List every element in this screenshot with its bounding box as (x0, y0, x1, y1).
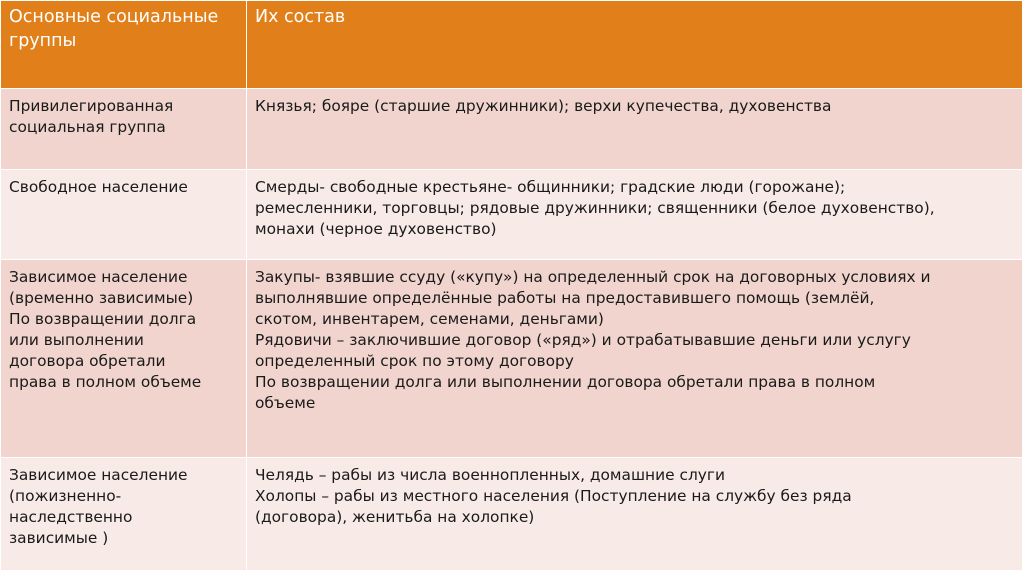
group-line: или выполнении (9, 331, 144, 349)
composition-line: Холопы – рабы из местного населения (Поступление на службу без ряда (255, 487, 852, 505)
group-cell (1, 458, 247, 571)
group-line: (временно зависимые) (9, 289, 194, 307)
header-composition: Их состав (247, 1, 1023, 89)
group-line: (пожизненно- (9, 487, 122, 505)
group-line: Привилегированная (9, 97, 174, 115)
table-row (1, 89, 1023, 170)
composition-line: Закупы- взявшие ссуду («купу») на определенный срок на договорных условиях и (255, 268, 931, 286)
composition-line: ремесленники, торговцы; рядовые дружинники; священники (белое духовенство), (255, 199, 935, 217)
group-line: Зависимое население (9, 268, 188, 286)
composition-cell (247, 260, 1023, 458)
composition-line: определенный срок по этому договору (255, 352, 574, 370)
group-line: права в полном объеме (9, 373, 202, 391)
composition-cell (247, 89, 1023, 170)
composition-line: Смерды- свободные крестьяне- общинники; градские люди (горожане); (255, 178, 846, 196)
group-cell (1, 260, 247, 458)
composition-line: объеме (255, 394, 316, 412)
table-row (1, 170, 1023, 260)
group-line: По возвращении долга (9, 310, 197, 328)
header-groups: Основные социальные группы (1, 1, 247, 89)
group-cell (1, 89, 247, 170)
composition-line: выполнявшие определённые работы на предоставившего помощь (землёй, (255, 289, 875, 307)
composition-line: По возвращении долга или выполнении договора обретали права в полном (255, 373, 876, 391)
composition-line: Рядовичи – заключившие договор («ряд») и отрабатывавшие деньги или услугу (255, 331, 911, 349)
group-cell (1, 170, 247, 260)
table-header-row (1, 1, 1023, 89)
group-line: наследственно (9, 508, 133, 526)
table-row (1, 260, 1023, 458)
composition-line: скотом, инвентарем, семенами, деньгами) (255, 310, 604, 328)
composition-cell (247, 170, 1023, 260)
composition-cell (247, 458, 1023, 571)
group-line: Свободное население (9, 178, 188, 196)
group-line: зависимые ) (9, 529, 109, 547)
composition-line: Челядь – рабы из числа военнопленных, домашние слуги (255, 466, 725, 484)
composition-line: (договора), женитьба на холопке) (255, 508, 535, 526)
group-line: социальная группа (9, 118, 166, 136)
group-line: договора обретали (9, 352, 166, 370)
group-line: Зависимое население (9, 466, 188, 484)
composition-line: монахи (черное духовенство) (255, 220, 497, 238)
composition-line: Князья; бояре (старшие дружинники); верхи купечества, духовенства (255, 97, 832, 115)
table-row (1, 458, 1023, 571)
